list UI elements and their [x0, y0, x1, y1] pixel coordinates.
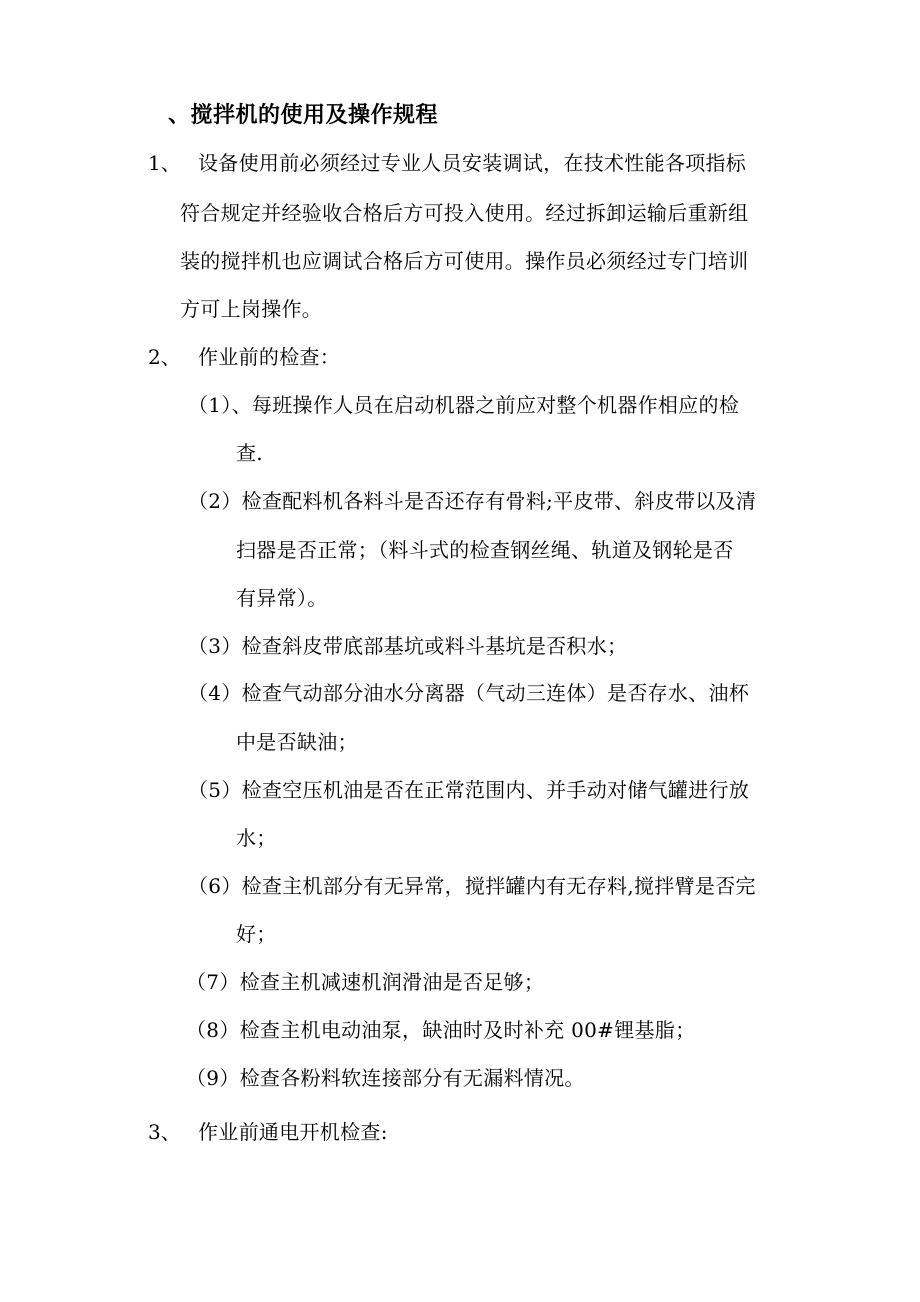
- check-item-line: 中是否缺油；: [236, 730, 358, 754]
- check-item-line: 有异常）。: [236, 586, 328, 610]
- section-1-line: 方可上岗操作。: [180, 297, 323, 321]
- section-1-line: 符合规定并经验收合格后方可投入使用。经过拆卸运输后重新组: [180, 201, 749, 225]
- check-item-line: 查.: [236, 441, 263, 465]
- check-item-line: （2）检查配料机各料斗是否还存有骨料;平皮带、斜皮带以及清: [188, 489, 757, 513]
- section-1-number: 1、: [148, 151, 181, 175]
- check-item-line: 水；: [236, 826, 277, 850]
- check-item-line: （4）检查气动部分油水分离器（气动三连体）是否存水、油杯: [188, 681, 750, 705]
- section-1-line: 设备使用前必须经过专业人员安装调试，在技术性能各项指标: [198, 151, 747, 175]
- section-3-heading: 作业前通电开机检查:: [198, 1120, 388, 1144]
- check-item-line: （9）检查各粉料软连接部分有无漏料情况。: [186, 1066, 585, 1090]
- check-item-line: 好；: [236, 922, 277, 946]
- check-item-line: 扫器是否正常；（料斗式的检查钢丝绳、轨道及钢轮是否: [236, 538, 734, 562]
- section-3-number: 3、: [148, 1120, 181, 1144]
- check-item-line: （8）检查主机电动油泵，缺油时及时补充 00#锂基脂；: [186, 1018, 696, 1042]
- check-item-line: （6）检查主机部分有无异常，搅拌罐内有无存料,搅拌臂是否完: [188, 874, 756, 898]
- document-title: 、搅拌机的使用及操作规程: [168, 102, 439, 128]
- check-item-line: （7）检查主机减速机润滑油是否足够；: [186, 970, 545, 994]
- section-2-heading: 作业前的检查：: [198, 345, 341, 369]
- section-1-line: 装的搅拌机也应调试合格后方可使用。操作员必须经过专门培训: [180, 249, 749, 273]
- check-item-line: （3）检查斜皮带底部基坑或料斗基坑是否积水；: [188, 634, 628, 658]
- check-item-line: （1）、每班操作人员在启动机器之前应对整个机器作相应的检: [188, 393, 740, 417]
- section-2-number: 2、: [148, 345, 181, 369]
- check-item-line: （5）检查空压机油是否在正常范围内、并手动对储气罐进行放: [188, 778, 750, 802]
